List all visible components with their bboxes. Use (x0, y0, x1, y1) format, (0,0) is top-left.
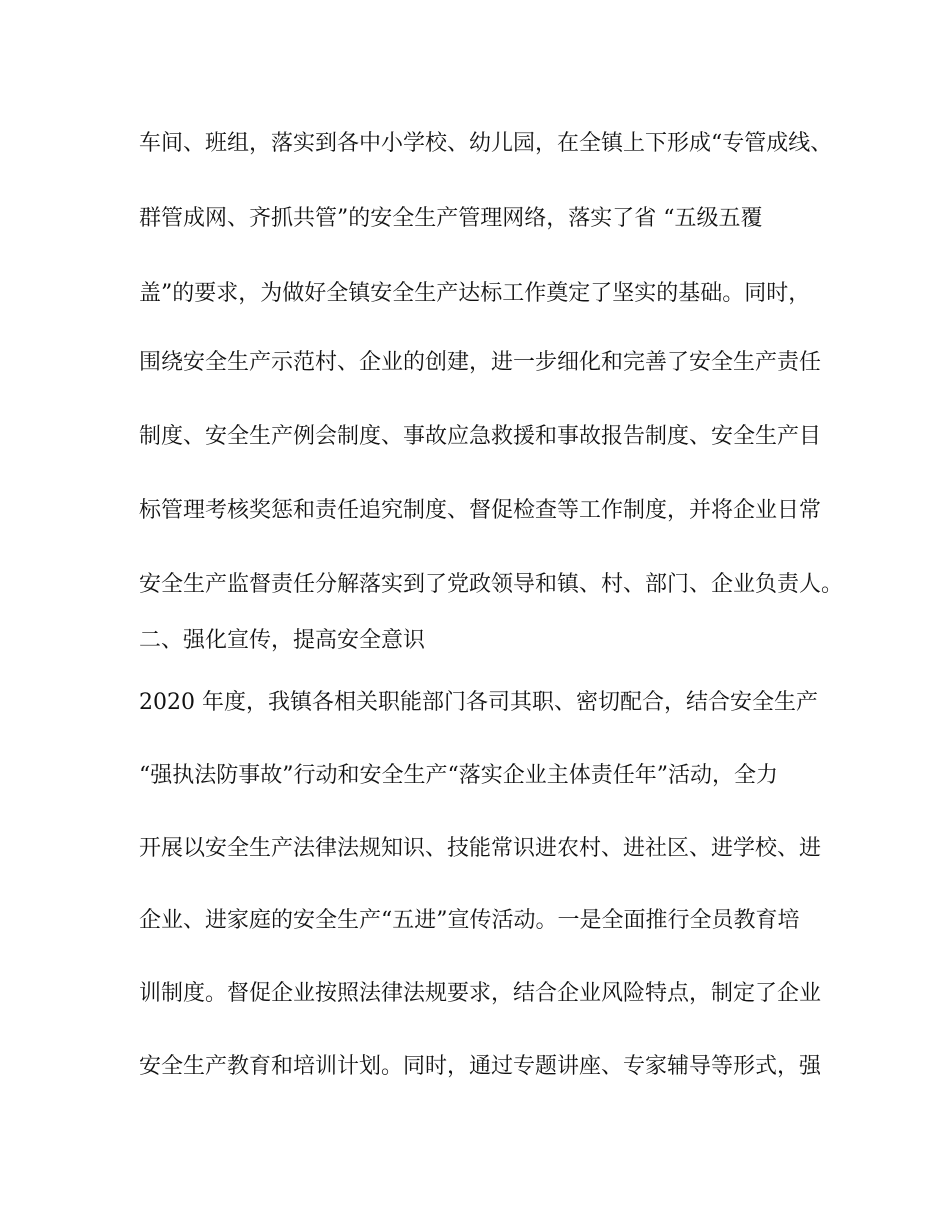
paragraph-line: 围绕安全生产示范村、企业的创建，进一步细化和完善了安全生产责任 (139, 350, 822, 375)
paragraph-line: 群管成网、齐抓共管”的安全生产管理网络，落实了省 “五级五覆 (139, 206, 763, 231)
paragraph-line: 企业、进家庭的安全生产“五进”宣传活动。一是全面推行全员教育培 (139, 908, 800, 933)
paragraph-line: 2020 年度，我镇各相关职能部门各司其职、密切配合，结合安全生产 (139, 690, 818, 715)
paragraph-line: 制度、安全生产例会制度、事故应急救援和事故报告制度、安全生产目 (139, 424, 822, 449)
paragraph-line: 盖”的要求，为做好全镇安全生产达标工作奠定了坚实的基础。同时， (139, 281, 811, 306)
paragraph-line: 车间、班组，落实到各中小学校、幼儿园，在全镇上下形成“专管成线、 (139, 131, 833, 156)
paragraph-line: 开展以安全生产法律法规知识、技能常识进农村、进社区、进学校、进 (139, 836, 822, 861)
paragraph-line: 训制度。督促企业按照法律法规要求，结合企业风险特点，制定了企业 (139, 981, 822, 1006)
paragraph-line: “强执法防事故”行动和安全生产“落实企业主体责任年”活动，全力 (139, 763, 778, 788)
section-heading: 二、强化宣传，提高安全意识 (139, 628, 426, 653)
paragraph-line: 安全生产监督责任分解落实到了党政领导和镇、村、部门、企业负责人。 (139, 572, 844, 597)
paragraph-line: 标管理考核奖惩和责任追究制度、督促检查等工作制度，并将企业日常 (139, 498, 822, 523)
paragraph-line: 安全生产教育和培训计划。同时，通过专题讲座、专家辅导等形式，强 (139, 1054, 822, 1079)
